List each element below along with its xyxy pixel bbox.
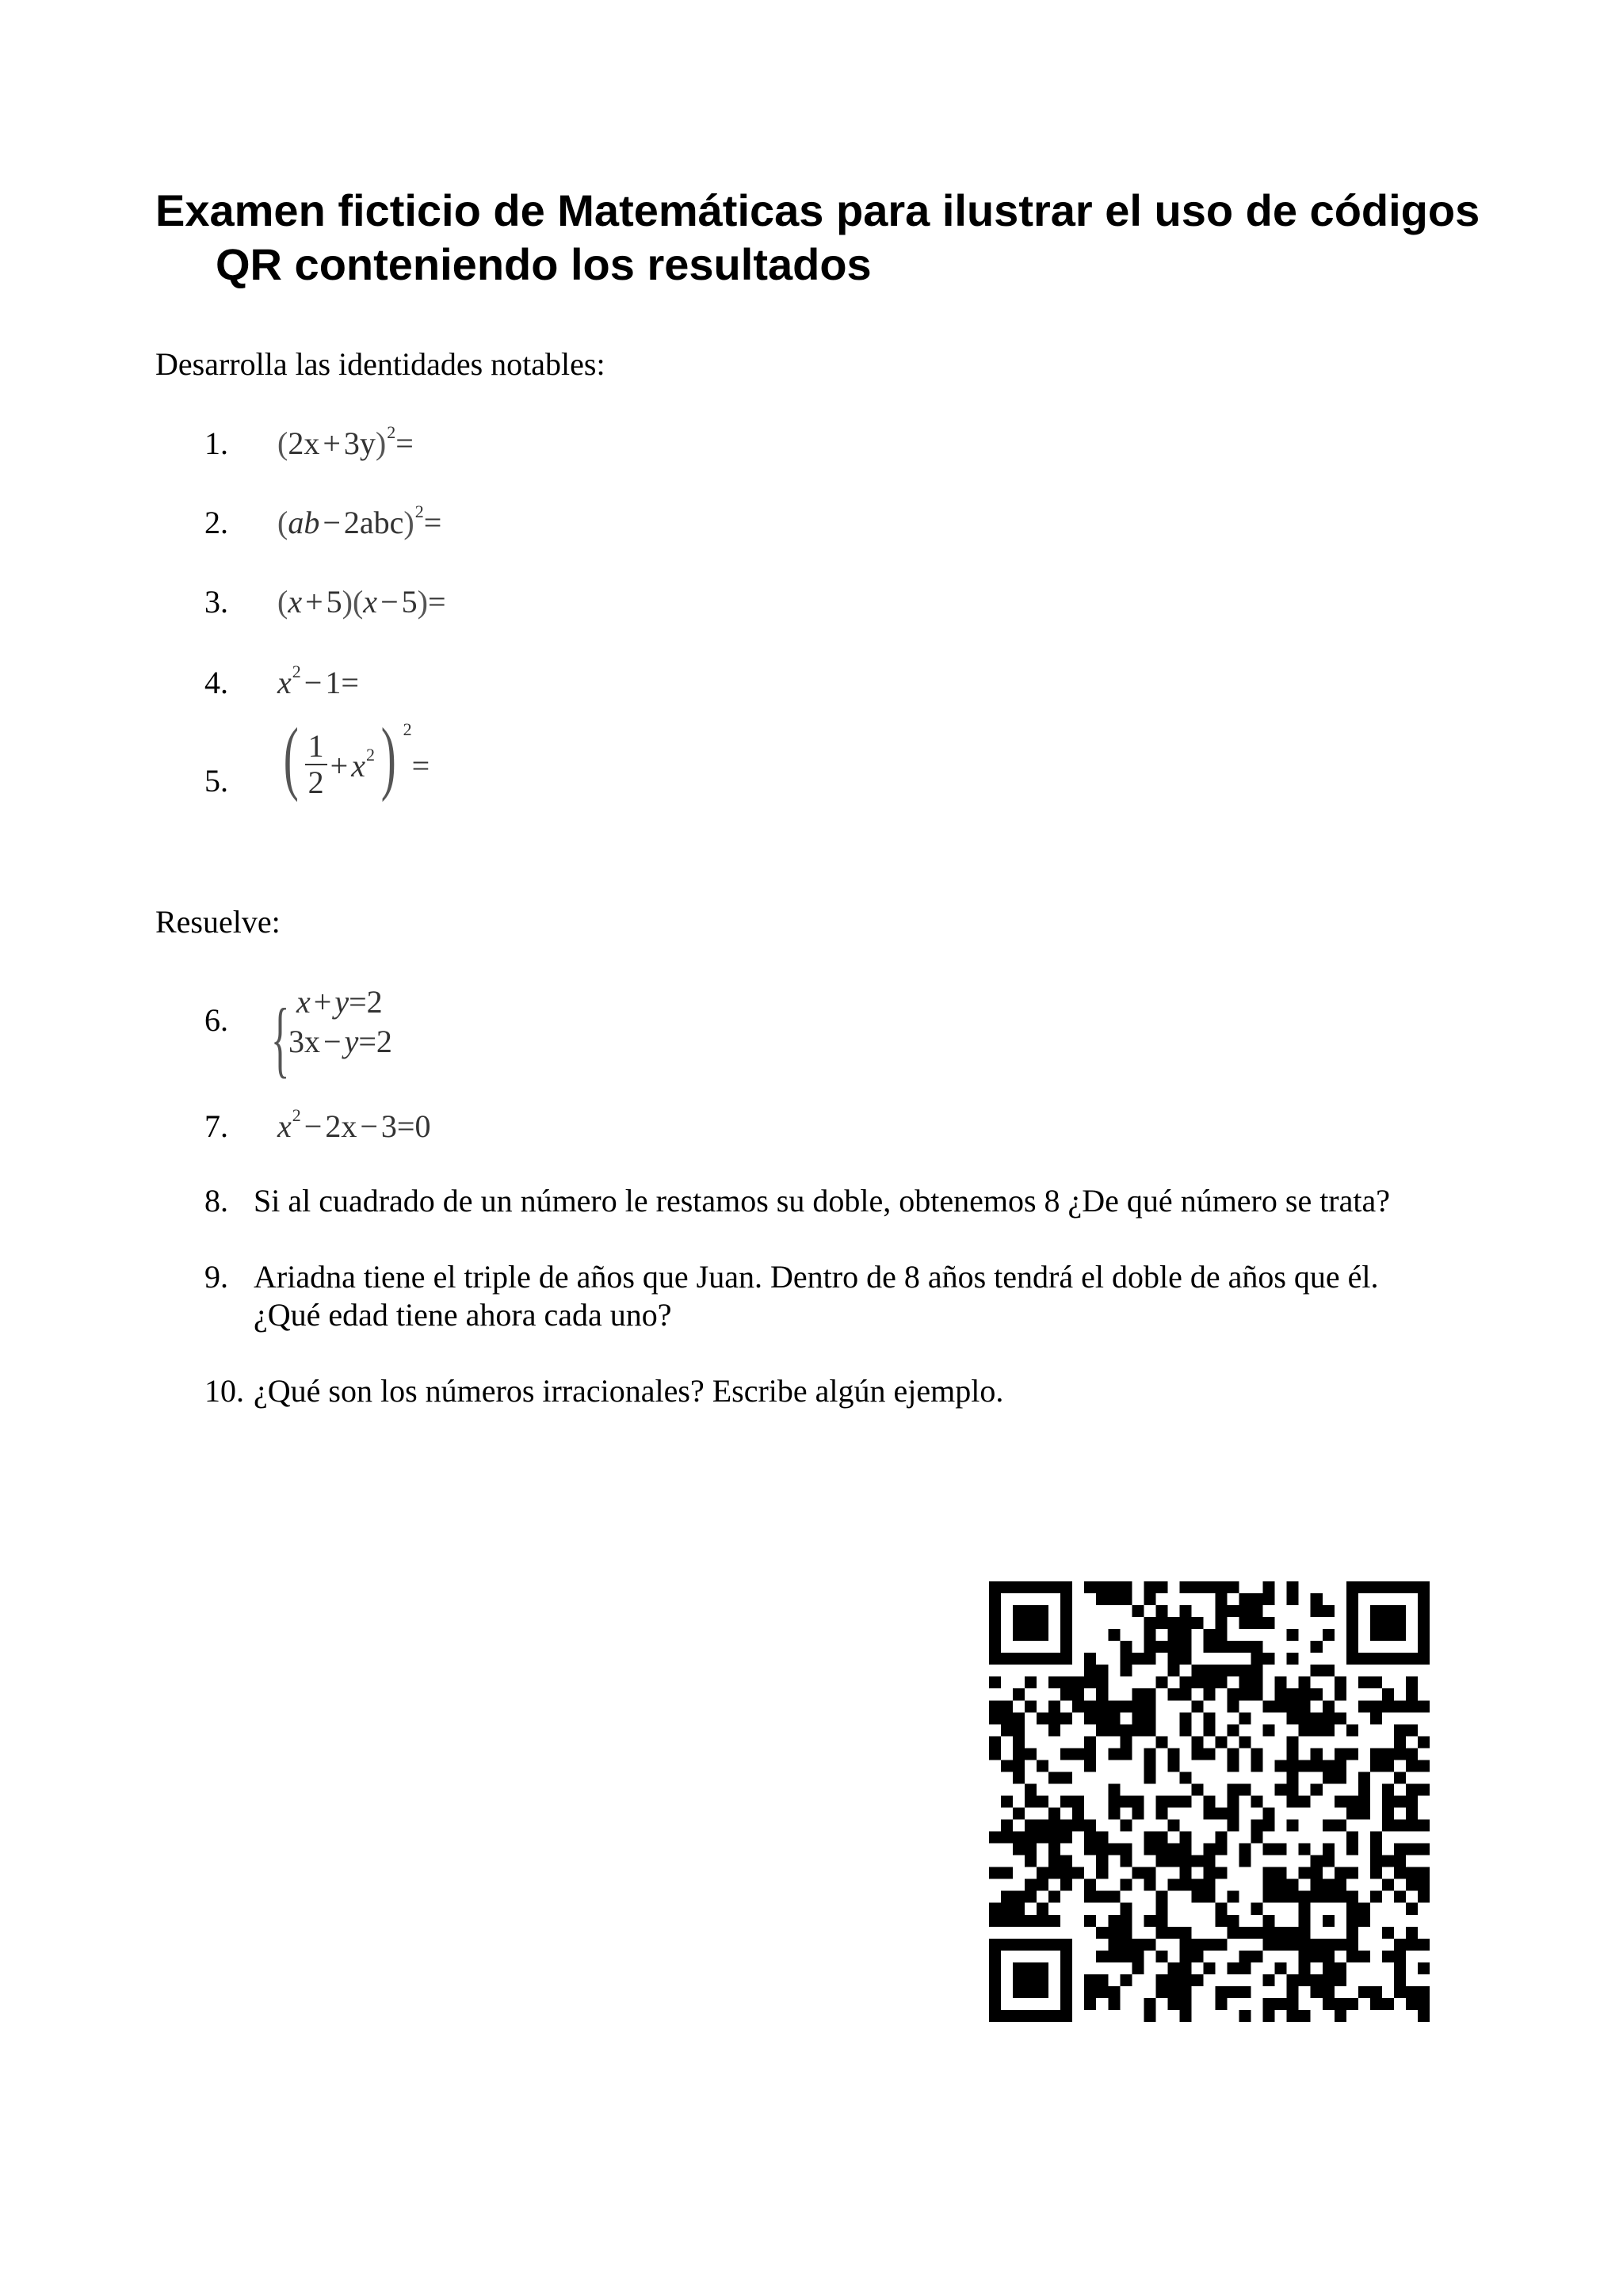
- exercise-9-line-2: ¿Qué edad tiene ahora cada uno?: [254, 1297, 672, 1333]
- exercise-9-line-1: Ariadna tiene el triple de años que Juan. Dentro de 8 años tendrá el doble de años que él.: [254, 1259, 1379, 1295]
- exercise-4-expression: $x^2 - 1=$: [277, 662, 359, 700]
- exercise-1-expression: $(2x + 3y)^2=$: [277, 422, 414, 461]
- exercise-number: 3.: [204, 584, 228, 620]
- section-label-solve: Resuelve:: [155, 904, 281, 940]
- exercise-number: 2.: [204, 505, 228, 540]
- exercise-number: 9.: [204, 1259, 228, 1295]
- exercise-number: 7.: [204, 1108, 228, 1144]
- exercise-number: 10.: [204, 1373, 244, 1409]
- title-line-2: QR conteniendo los resultados: [216, 239, 872, 289]
- brace-icon: {: [271, 992, 290, 1086]
- exercise-number: 1.: [204, 425, 228, 461]
- exercise-number: 6.: [204, 1002, 228, 1038]
- exercise-number: 5.: [204, 763, 228, 799]
- exercise-2-expression: (ab − 2abc)$^2$=: [277, 502, 442, 540]
- section-label-identities: Desarrolla las identidades notables:: [155, 346, 605, 382]
- exercise-8-text: Si al cuadrado de un número le restamos su doble, obtenemos 8 ¿De qué número se trata?: [254, 1183, 1391, 1219]
- qr-code-icon: [989, 1581, 1430, 2022]
- exercise-7-expression: $x^2 - 2x - 3=0$: [277, 1105, 431, 1144]
- exercise-10-text: ¿Qué son los números irracionales? Escribe algún ejemplo.: [254, 1373, 1004, 1409]
- exercise-number: 4.: [204, 665, 228, 700]
- exercise-5-expression: ( $\frac{1}{2}$ + $x^2$) $^2$=: [283, 711, 430, 803]
- exercise-9-text: [254, 1258, 1490, 1334]
- exercise-number: 8.: [204, 1183, 228, 1219]
- page-title: [155, 184, 1487, 292]
- exercise-3-expression: (x + 5)(x − 5)=: [277, 584, 446, 620]
- title-line-1: Examen ficticio de Matemáticas para ilustrar el uso de códigos: [155, 185, 1480, 235]
- exam-page: Examen ficticio de Matemáticas para ilustrar el uso de códigos QR conteniendo los resultados Desarrolla las identidades notables: 1. $(2x + 3y)^2=$ 2. (ab − 2abc)$^2$= 3. (x + 5)(x − 5)= 4. $x^2 - 1=$ 5. ( $\frac{1}{2}$ + $x^2$) $^2$= Resuelve: 6. { x + y=2 3x − y=2 7. $x^2 - 2x - 3=0$ 8. Si al cuadrado de un número le restamos su doble, obtenemos 8 ¿De qué número se trata? 9. Ariadna tiene el triple de años que Juan. Dentro de 8 años tendrá el doble de años que él. ¿Qué edad tiene ahora cada uno? 10. ¿Qué son los números irracionales? Escribe algún ejemplo.: [0, 0, 1623, 2296]
